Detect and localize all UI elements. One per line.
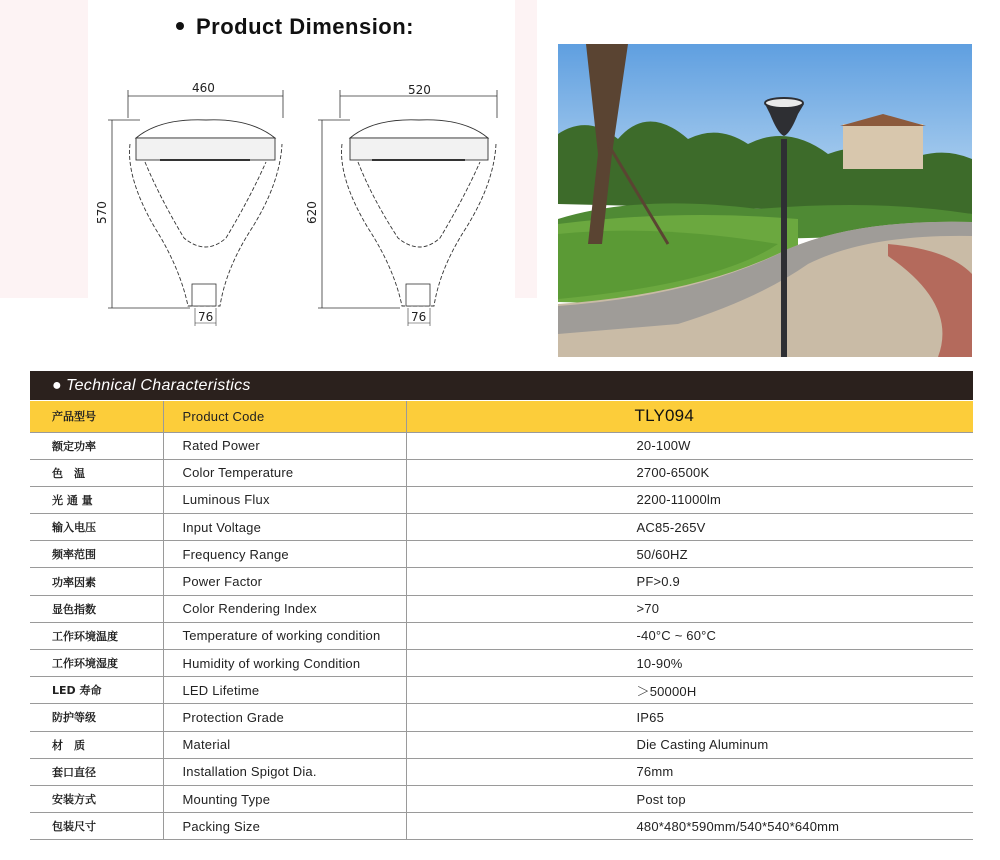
dimension-drawing-520 [305, 78, 510, 328]
zh-label: 产品型号 [30, 401, 163, 432]
spec-value: IP65 [406, 704, 973, 731]
spec-value: 2200-11000lm [406, 486, 973, 513]
en-label: Color Temperature [163, 459, 406, 486]
spec-value: 50/60HZ [406, 541, 973, 568]
table-row [30, 785, 973, 812]
en-label: Color Rendering Index [163, 595, 406, 622]
spec-value: AC85-265V [406, 514, 973, 541]
en-label: Power Factor [163, 568, 406, 595]
spec-value: 480*480*590mm/540*540*640mm [406, 813, 973, 840]
table-row [30, 514, 973, 541]
en-label: Installation Spigot Dia. [163, 758, 406, 785]
en-label: Input Voltage [163, 514, 406, 541]
spec-value: >70 [406, 595, 973, 622]
width-label: 460 [192, 81, 215, 95]
spec-value: PF>0.9 [406, 568, 973, 595]
zh-label: 频率范围 [30, 541, 163, 568]
spec-value: 76mm [406, 758, 973, 785]
spec-value: -40°C ~ 60°C [406, 622, 973, 649]
table-row [30, 432, 973, 459]
en-label: Rated Power [163, 432, 406, 459]
zh-label: 安装方式 [30, 785, 163, 812]
table-row [30, 704, 973, 731]
zh-label: 工作环境湿度 [30, 650, 163, 677]
table-row [30, 731, 973, 758]
en-label: Temperature of working condition [163, 622, 406, 649]
zh-label: 输入电压 [30, 514, 163, 541]
table-row [30, 650, 973, 677]
zh-label: 材 质 [30, 731, 163, 758]
en-label: Protection Grade [163, 704, 406, 731]
zh-label: 显色指数 [30, 595, 163, 622]
zh-label: 工作环境温度 [30, 622, 163, 649]
en-label: Product Code [163, 401, 406, 432]
table-row [30, 401, 973, 432]
dimension-drawing-460 [95, 78, 300, 328]
en-label: Humidity of working Condition [163, 650, 406, 677]
specs-table [30, 401, 973, 840]
bullet-icon [176, 22, 184, 30]
dimension-title-text: Product Dimension: [196, 14, 415, 39]
spec-value: Die Casting Aluminum [406, 731, 973, 758]
zh-label: 防护等级 [30, 704, 163, 731]
spec-value: ＞50000H [406, 677, 973, 704]
zh-label: 套口直径 [30, 758, 163, 785]
spec-value: 10-90% [406, 650, 973, 677]
en-label: Mounting Type [163, 785, 406, 812]
en-label: Packing Size [163, 813, 406, 840]
zh-label: 光 通 量 [30, 486, 163, 513]
zh-label: 功率因素 [30, 568, 163, 595]
spigot-label: 76 [198, 310, 214, 324]
background-strip [0, 0, 88, 298]
technical-header [30, 371, 973, 400]
en-label: Material [163, 731, 406, 758]
spec-value: 20-100W [406, 432, 973, 459]
table-row [30, 595, 973, 622]
table-row [30, 677, 973, 704]
table-row [30, 486, 973, 513]
height-label: 620 [305, 201, 319, 224]
background-strip [515, 0, 537, 298]
bullet-icon: ● [52, 377, 62, 394]
table-row [30, 541, 973, 568]
spec-value: Post top [406, 785, 973, 812]
en-label: LED Lifetime [163, 677, 406, 704]
spec-value: 2700-6500K [406, 459, 973, 486]
product-photo [558, 44, 972, 357]
width-label: 520 [408, 83, 431, 97]
en-label: Frequency Range [163, 541, 406, 568]
table-row [30, 758, 973, 785]
spigot-label: 76 [411, 310, 427, 324]
table-row [30, 459, 973, 486]
zh-label: 额定功率 [30, 432, 163, 459]
table-row [30, 813, 973, 840]
height-label: 570 [95, 201, 109, 224]
table-row [30, 622, 973, 649]
zh-label: LED 寿命 [30, 677, 163, 704]
table-row [30, 568, 973, 595]
zh-label: 色 温 [30, 459, 163, 486]
spec-value: TLY094 [406, 401, 973, 432]
dimension-title [176, 14, 414, 40]
technical-title: Technical Characteristics [65, 377, 251, 394]
en-label: Luminous Flux [163, 486, 406, 513]
zh-label: 包装尺寸 [30, 813, 163, 840]
